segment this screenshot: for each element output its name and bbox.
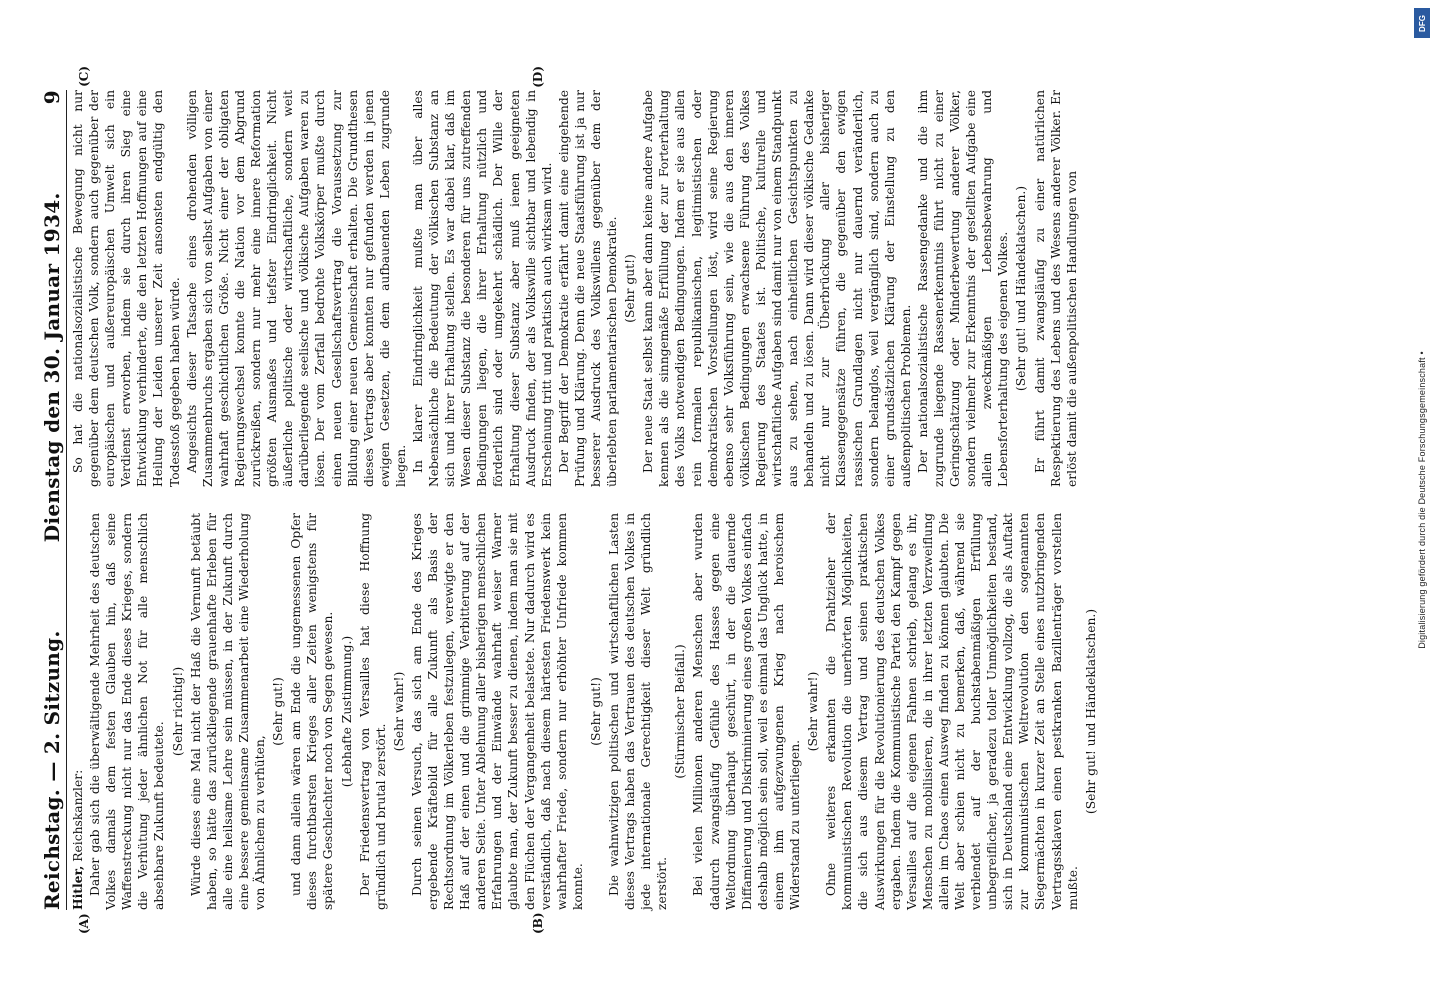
- margin-marker-d: (D): [531, 66, 545, 88]
- interjection: (Sehr gut!): [271, 677, 286, 746]
- interjection: (Lebhafte Zustimmung.): [339, 635, 354, 788]
- interjection: (Sehr gut! und Händeklatschen.): [1083, 608, 1098, 815]
- paragraph: Der neue Staat selbst kann aber dann keine andere Aufgabe kennen als die sinngemäße Erfüllung der zur Forterhaltung des Volks notwendigen Bedingungen. Indem er sie aus allen rein formalen republikanischen, legitimistischen oder demokratischen Vorstellungen löst, wird seine Regierung ebenso sehr Volksführung sein, wie die aus den inneren völkischen Bedingungen erwachsene Führung des Volkes Regierung des Staates ist. Politische, kulturelle und wirtschaftliche Aufgaben sind damit nur von einem Standpunkt aus zu sehen, nach einheitlichen Gesichtspunkten zu behandeln und zu lösen. Dann wird dieser völkische Gedanke nicht nur zur Überbrückung aller bisheriger Klassengegensätze führen, die gegenüber den ewigen rassischen Grundlagen nicht nur dauernd veränderlich, sondern belanglos, weil vergänglich sind, sondern auch zu einer grundsätzlichen Klärung der Einstellung zu den außenpolitischen Problemen.: [641, 90, 913, 487]
- interjection: (Sehr wahr!): [806, 671, 821, 752]
- speaker-role: Reichskanzler:: [71, 769, 85, 862]
- interjection: (Sehr wahr!): [391, 671, 406, 752]
- interjection: (Sehr gut!): [623, 254, 638, 323]
- right-paragraphs: [70, 90, 1080, 487]
- paragraph: Er führt damit zwangsläufig zu einer natürlichen Respektierung des Lebens und des Wesens anderer Völker. Er erlöst damit die außenpolitischen Handlungen von: [1032, 90, 1079, 487]
- paragraph: Daher gab sich die überwältigende Mehrheit des deutschen Volkes damals dem festen Glauben hin, daß seine Waffenstreckung nicht nur das Ende dieses Krieges, sondern die Verhütung jeder ähnlichen Not für alle menschlich absehbare Zukunft bedeutete.: [88, 513, 167, 910]
- paragraph: Ohne weiteres erkannten die Drahtzieher der kommunistischen Revolution die unerhörten Möglichkeiten, die sich aus diesem Vertrag und seinen praktischen Auswirkungen für die Revolutionierung des deutschen Volkes ergaben. Indem die Kommunistische Partei den Kampf gegen Versailles auf die eigenen Fahnen schrieb, gelang es ihr, Menschen zu mobilisieren, die in ihrer letzten Verzweiflung allein im Chaos einen Ausweg finden zu können glaubten. Die Welt aber schien nicht zu bemerken, daß, während sie verblendet auf der buchstabenmäßigen Erfüllung unbegreiflicher, ja geradezu toller Unmöglichkeiten bestand, sich in Deutschland eine Entwicklung vollzog, die als Auftakt zur kommunistischen Weltrevolution den sogenannten Siegermächten in kurzer Zeit an Stelle eines nutzbringenden Vertragssklaven einen pestkranken Bazillenträger vorstellen mußte.: [824, 513, 1080, 910]
- paragraph: Der Friedensvertrag von Versailles hat diese Hoffnung gründlich und brutal zerstört.: [357, 513, 388, 910]
- paragraph: Würde dieses eine Mal nicht der Haß die Vernunft betäubt haben, so hätte das zurückliegende grauenhafte Erleben für alle eine heilsame Lehre sein müssen, in der Zukunft durch eine bessere gemeinsame Zusammenarbeit eine Wiederholung von Ähnlichem zu verhüten,: [188, 513, 268, 910]
- speaker-name: Hitler,: [70, 865, 85, 910]
- left-column: [70, 513, 1370, 934]
- paragraph: Durch seinen Versuch, das sich am Ende des Krieges ergebende Kräftebild für alle Zukunft als Basis der Rechtsordnung im Völkerleben festzulegen, verewigte er den Haß auf der einen und die grimmige Verbitterung auf der anderen Seite. Unter Ablehnung aller bisherigen menschlichen Erfahrungen und der Einwände wahrhaft weiser Warner glaubte man, der Zukunft besser zu dienen, indem man sie mit den Flüchen der Vergangenheit belastete. Nur dadurch wird es verständlich, daß nach diesem härtesten Friedenswerk kein wahrhafter Friede, sondern nur erhöhter Unfriede kommen konnte.: [409, 513, 585, 910]
- interjection: (Sehr richtig!): [170, 666, 185, 757]
- paragraph: und dann allein wären am Ende die ungemessenen Opfer dieses furchtbarsten Krieges aller Zeiten wenigstens für spätere Geschlechter noch von Segen gewesen.: [289, 513, 336, 910]
- header-date: Dienstag den 30. Januar 1934.: [40, 192, 64, 543]
- paragraph: In klarer Eindringlichkeit mußte man über alles Nebensächliche die Bedeutung der völkischen Substanz an sich und ihrer Erhaltung stellen. Es war dabei klar, daß im Wesen dieser Substanz die besonderen für uns zutreffenden Bedingungen liegen, die ihrer Erhaltung nützlich und förderlich sind oder umgekehrt schädlich. Der Wille der Erhaltung dieser Substanz aber muß ienen geeigneten Ausdruck finden, der als Volkswille sichtbar und lebendig in Erscheinung tritt und praktisch auch wirksam wird.: [410, 90, 554, 487]
- page-header: [38, 90, 67, 910]
- paragraph: Der nationalsozialistische Rassengedanke und die ihm zugrunde liegende Rassenerkenntnis führt nicht zu einer Geringschätzung oder Minderbewertung anderer Völker, sondern vielmehr zur Erkenntnis der gestellten Aufgabe eine allein zweckmäßigen Lebensbewahrung und Lebensforterhaltung des eigenen Volkes.: [915, 90, 1011, 487]
- dfg-logo-text: DFG: [1417, 14, 1427, 32]
- interjection: (Sehr gut!): [588, 677, 603, 746]
- right-column: [70, 66, 1370, 487]
- dfg-logo-icon: [1414, 8, 1430, 38]
- interjection: (Sehr gut! und Händeklatschen.): [1014, 185, 1029, 392]
- interjection: (Stürmischer Beifall.): [673, 644, 688, 779]
- paragraph: Der Begriff der Demokratie erfährt damit eine eingehende Prüfung und Klärung. Denn die neue Staatsführung ist ja nur besserer Ausdruck des Volkswillens gegenüber dem der überlebten parlamentarischen Demokratie.: [556, 90, 620, 487]
- paragraph: Angesichts dieser Tatsache eines drohenden völligen Zusammenbruchs ergaben sich von selbst Aufgaben von einer wahrhaft geschichtlichen Größe. Nicht einer der obligaten Regierungswechsel konnte die Nation vor dem Abgrund zurückreißen, sondern nur mehr eine innere Reformation größten Ausmaßes und tiefster Eindringlichkeit. Nicht äußerliche politische oder wirtschaftliche, sondern weit darüberliegende seelische und völkische Aufgaben waren zu lösen. Der vom Zerfall bedrohte Volkskörper mußte durch einen neuen Gesellschaftsvertrag die Voraussetzung zur Bildung einer neuen Gemeinschaft erhalten. Die Grundthesen dieses Vertrags aber konnten nur gefunden werden in jenen ewigen Gesetzen, die dem aufbauenden Leben zugrunde liegen.: [184, 90, 408, 487]
- text-columns: [70, 66, 1370, 934]
- dfg-credit-text: Digitalisierung gefördert durch die Deutsche Forschungsgemeinschaft •: [1417, 351, 1427, 649]
- rotated-document-page: [30, 60, 1380, 940]
- paragraph: So hat die nationalsozialistische Bewegung nicht nur gegenüber dem deutschen Volk, sondern auch gegenüber der europäischen und außereuropäischen Umwelt sich ein Verdienst erworben, indem sie durch ihren Sieg eine Entwicklung verhinderte, die den letzten Hoffnungen auf eine Heilung der Leiden unserer Zeit ansonsten endgültig den Todesstoß gegeben haben würde.: [71, 90, 182, 487]
- margin-marker-b: (B): [531, 912, 545, 934]
- margin-marker-a: (A): [77, 913, 91, 934]
- left-paragraphs: [87, 513, 1099, 910]
- page-number: 9: [40, 90, 64, 105]
- paragraph: Die wahnwitzigen politischen und wirtschaftlichen Lasten dieses Vertrags haben das Vertrauen des deutschen Volkes in jede internationale Gerechtigkeit dieser Welt gründlich zerstört.: [607, 513, 670, 910]
- paragraph: Bei vielen Millionen anderen Menschen aber wurden dadurch zwangsläufig Gefühle des Hasses gegen eine Weltordnung überhaupt geschürt, in der die dauernde Diffamierung und Diskriminierung eines großen Volkes einfach deshalb möglich sein soll, weil es einmal das Unglück hatte, in einem ihm aufgezwungenen Krieg nach heroischem Widerstand zu unterliegen.: [691, 513, 803, 910]
- header-left: Reichstag. — 2. Sitzung.: [40, 630, 64, 910]
- margin-marker-c: (C): [77, 66, 91, 87]
- speaker-line: [70, 513, 86, 910]
